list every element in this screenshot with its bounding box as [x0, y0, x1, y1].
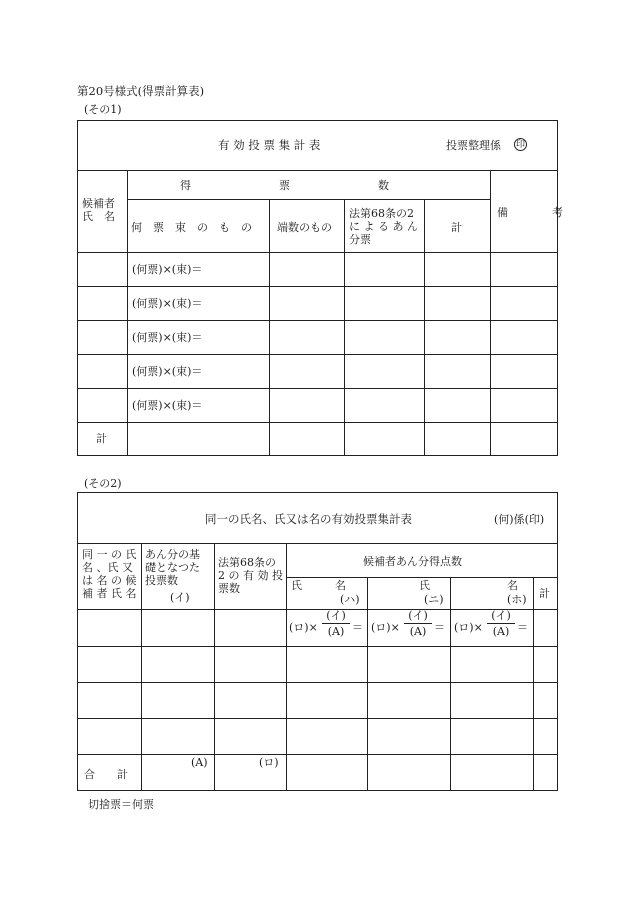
row-formula: (何票)×(束)＝ [132, 297, 203, 310]
part2-divider [77, 718, 558, 719]
formula-denominator: (A) [492, 625, 510, 638]
row-formula: (何票)×(束)＝ [132, 365, 203, 378]
part2-divider [77, 609, 558, 610]
formula-numerator: (イ) [326, 609, 346, 622]
row-formula: (何票)×(束)＝ [132, 331, 203, 344]
part2-divider [533, 577, 534, 791]
part2-divider [214, 543, 215, 791]
col-votes-header: 得 票 数 [180, 179, 389, 192]
part1-divider [127, 199, 490, 200]
part1-divider [77, 170, 558, 171]
col-art68-header: 法第68条の2 に よ る あ ん 分票 [349, 207, 418, 246]
formula-numerator: (イ) [491, 609, 511, 622]
part2-divider [141, 543, 142, 791]
part1-divider [344, 199, 345, 456]
row-formula: (何票)×(束)＝ [132, 263, 203, 276]
part2-divider [367, 577, 368, 791]
formula-prefix: (ロ)× [289, 621, 318, 634]
part2-divider [450, 577, 451, 791]
part1-divider [77, 286, 558, 287]
formula-denominator: (A) [327, 625, 345, 638]
formula-fraction [404, 610, 432, 637]
formula-denominator: (A) [409, 625, 427, 638]
row-formula: (何票)×(束)＝ [132, 399, 203, 412]
part2-divider [77, 646, 558, 647]
col-surname: 氏 [419, 579, 430, 592]
col-total-header: 計 [539, 587, 550, 600]
col-fullname: 氏 名 [291, 579, 346, 592]
col-bundle-header: 何 票 束 の も の [131, 221, 252, 234]
col-basis-mark: (イ) [170, 591, 190, 604]
col-fullname-mark: (ハ) [340, 593, 360, 606]
col-given: 名 [507, 579, 518, 592]
footnote: 切捨票＝何票 [88, 798, 154, 811]
formula-equals: ＝ [517, 621, 528, 634]
part1-title: 有 効 投 票 集 計 表 [218, 138, 321, 152]
part1-divider [127, 170, 128, 456]
col-fraction-header: 端数のもの [277, 221, 332, 234]
part1-divider [424, 199, 425, 456]
formula-prefix: (ロ)× [371, 621, 400, 634]
formula-prefix: (ロ)× [454, 621, 483, 634]
col-art68-valid: 法第68条の 2 の 有 効 投 票数 [218, 556, 283, 595]
form-title: 第20号様式(得票計算表) [77, 84, 205, 98]
formula-equals: ＝ [434, 621, 445, 634]
part2-officer: (何)係(印) [494, 513, 545, 526]
total-mark-a: (A) [191, 756, 208, 769]
part1-divider [77, 252, 558, 253]
col-same-name-candidate: 同 一 の 氏 名 、氏 又 は 名 の 候 補 者 氏 名 [82, 548, 137, 600]
part1-officer: 投票整理係 [446, 139, 501, 152]
part1-divider [77, 320, 558, 321]
part2-divider [286, 577, 558, 578]
part2-label: (その2) [84, 477, 122, 490]
formula-numerator: (イ) [408, 609, 428, 622]
fraction-bar [322, 623, 350, 624]
total-row-label: 計 [96, 432, 107, 445]
part2-border [77, 492, 558, 791]
part1-divider [77, 422, 558, 423]
col-given-mark: (ホ) [507, 593, 527, 606]
fraction-bar [487, 623, 515, 624]
formula-fraction [322, 610, 350, 637]
part1-divider [77, 388, 558, 389]
part1-divider [490, 170, 491, 456]
col-candidate-header: 候補者 氏 名 [82, 197, 115, 223]
grand-total-label: 合 計 [84, 768, 128, 781]
col-remarks-header: 備 考 [497, 206, 563, 219]
part2-title: 同一の氏名、氏又は名の有効投票集計表 [205, 512, 412, 526]
formula-fraction [487, 610, 515, 637]
formula-equals: ＝ [352, 621, 363, 634]
part1-label: (その1) [84, 103, 122, 116]
seal-stamp: 印 [515, 140, 525, 150]
col-points-header: 候補者あん分得点数 [363, 555, 462, 568]
part2-divider [77, 682, 558, 683]
part1-divider [77, 354, 558, 355]
col-total-header: 計 [451, 221, 462, 234]
fraction-bar [404, 623, 432, 624]
part2-divider [77, 543, 558, 544]
total-mark-b: (ロ) [259, 756, 279, 769]
col-surname-mark: (ニ) [424, 593, 444, 606]
part2-divider [286, 543, 287, 791]
part1-divider [269, 199, 270, 456]
part2-divider [77, 754, 558, 755]
col-basis-votes: あん分の基 礎となつた 投票数 [145, 548, 200, 587]
